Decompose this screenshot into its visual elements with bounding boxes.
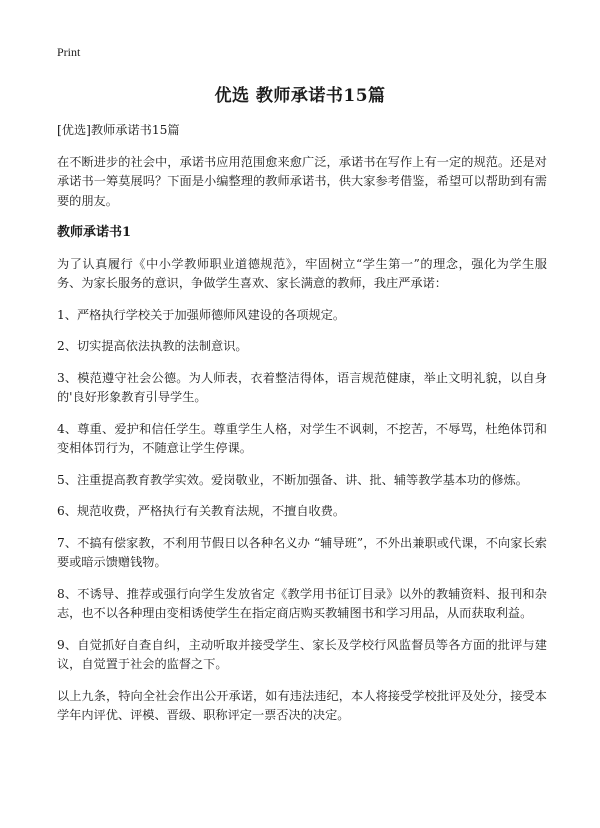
document-subtitle: [优选]教师承诺书15篇 bbox=[57, 123, 180, 137]
paragraph-8: 8、不诱导、推荐或强行向学生发放省定《教学用书征订目录》以外的教辅资料、报刊和杂志，也不以各种理由变相诱使学生在指定商店购买教辅图书和学习用品，从而获取利益。 bbox=[57, 586, 547, 620]
paragraph-5: 5、注重提高教育教学实效。爱岗敬业，不断加强备、讲、批、辅等教学基本功的修炼。 bbox=[57, 472, 528, 487]
paragraph-7: 7、不搞有偿家教，不利用节假日以各种名义办 “辅导班”，不外出兼职或代课，不向家长索要或暗示馈赠钱物。 bbox=[57, 535, 547, 569]
paragraph-3: 3、模范遵守社会公德。为人师表，衣着整洁得体，语言规范健康，举止文明礼貌，以自身的'良好形象教育引导学生。 bbox=[57, 370, 547, 404]
paragraph-4: 4、尊重、爱护和信任学生。尊重学生人格，对学生不讽刺，不挖苦，不辱骂，杜绝体罚和变相体罚行为，不随意让学生停课。 bbox=[57, 421, 547, 455]
paragraph-9: 9、自觉抓好自查自纠，主动听取并接受学生、家长及学校行风监督员等各方面的批评与建议，自觉置于社会的监督之下。 bbox=[57, 637, 547, 671]
paragraph-6: 6、规范收费，严格执行有关教育法规，不擅自收费。 bbox=[57, 504, 346, 518]
paragraph-10: 以上九条，特向全社会作出公开承诺，如有违法违纪，本人将接受学校批评及处分，接受本学年内评优、评模、晋级、职称评定一票否决的决定。 bbox=[57, 688, 547, 722]
print-link[interactable]: Print bbox=[57, 45, 81, 59]
paragraph-2: 2、切实提高依法执教的法制意识。 bbox=[57, 339, 248, 353]
document-body bbox=[57, 121, 547, 738]
intro-paragraph: 在不断进步的社会中，承诺书应用范围愈来愈广泛，承诺书在写作上有一定的规范。还是对承诺书一筹莫展吗？下面是小编整理的教师承诺书，供大家参考借鉴，希望可以帮助到有需要的朋友。 bbox=[57, 154, 547, 208]
paragraph-1: 1、严格执行学校关于加强师德师风建设的各项规定。 bbox=[57, 307, 346, 322]
page-title: 优选 教师承诺书15篇 bbox=[214, 86, 386, 106]
paragraph-0: 为了认真履行《中小学教师职业道德规范》，牢固树立“学生第一”的理念，强化为学生服务、为家长服务的意识，争做学生喜欢、家长满意的教师，我庄严承诺： bbox=[57, 256, 547, 290]
section-heading: 教师承诺书1 bbox=[57, 225, 132, 240]
